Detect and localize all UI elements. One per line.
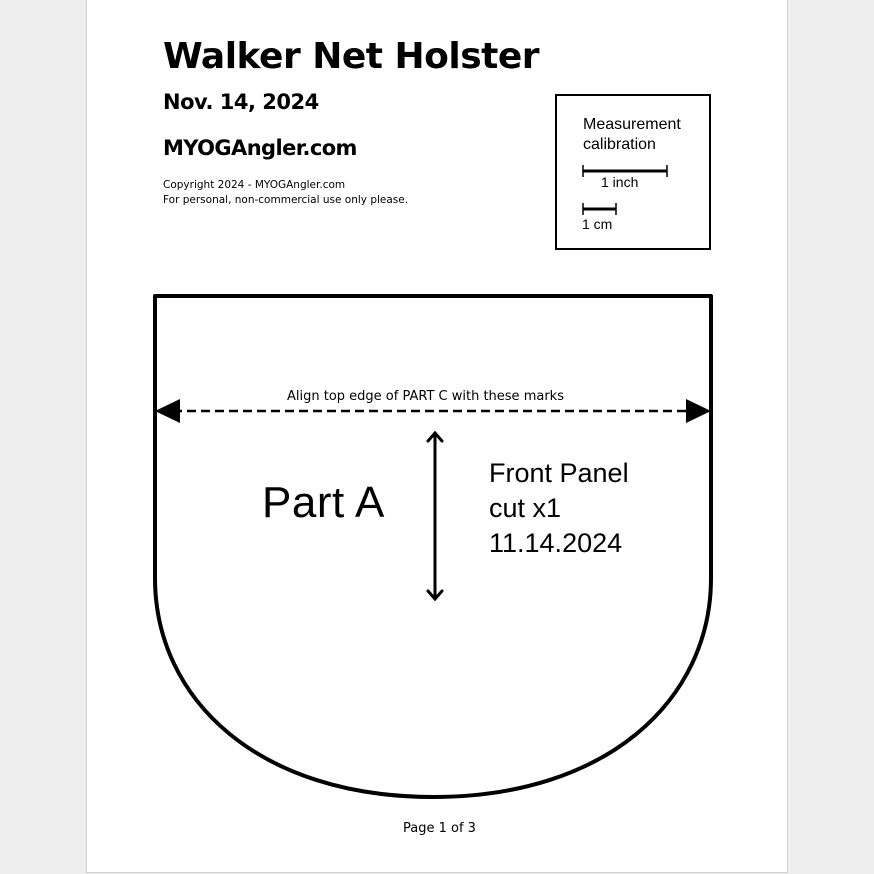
part-name: Part A bbox=[262, 478, 385, 527]
pattern-title: Walker Net Holster bbox=[163, 36, 540, 77]
cm-label: 1 cm bbox=[582, 216, 613, 232]
part-info bbox=[489, 456, 629, 561]
part-info-line: 11.14.2024 bbox=[489, 528, 623, 558]
grainline-arrow bbox=[428, 433, 442, 599]
page-number: Page 1 of 3 bbox=[403, 821, 476, 836]
part-info-line: Front Panel bbox=[489, 458, 629, 488]
copyright-text: Copyright 2024 - MYOGAngler.com bbox=[163, 179, 346, 191]
part-info-line: cut x1 bbox=[489, 493, 562, 523]
usage-text: For personal, non-commercial use only please. bbox=[163, 194, 409, 206]
pattern-date: Nov. 14, 2024 bbox=[163, 90, 319, 114]
inch-label: 1 inch bbox=[601, 174, 639, 190]
right-arrowhead bbox=[686, 399, 711, 423]
site-name: MYOGAngler.com bbox=[163, 136, 357, 160]
calibration-title: Measurement calibration bbox=[583, 116, 681, 153]
alignment-instruction: Align top edge of PART C with these marks bbox=[287, 389, 564, 404]
left-arrowhead bbox=[155, 399, 180, 423]
pattern-piece bbox=[87, 0, 787, 872]
document-page bbox=[86, 0, 788, 873]
